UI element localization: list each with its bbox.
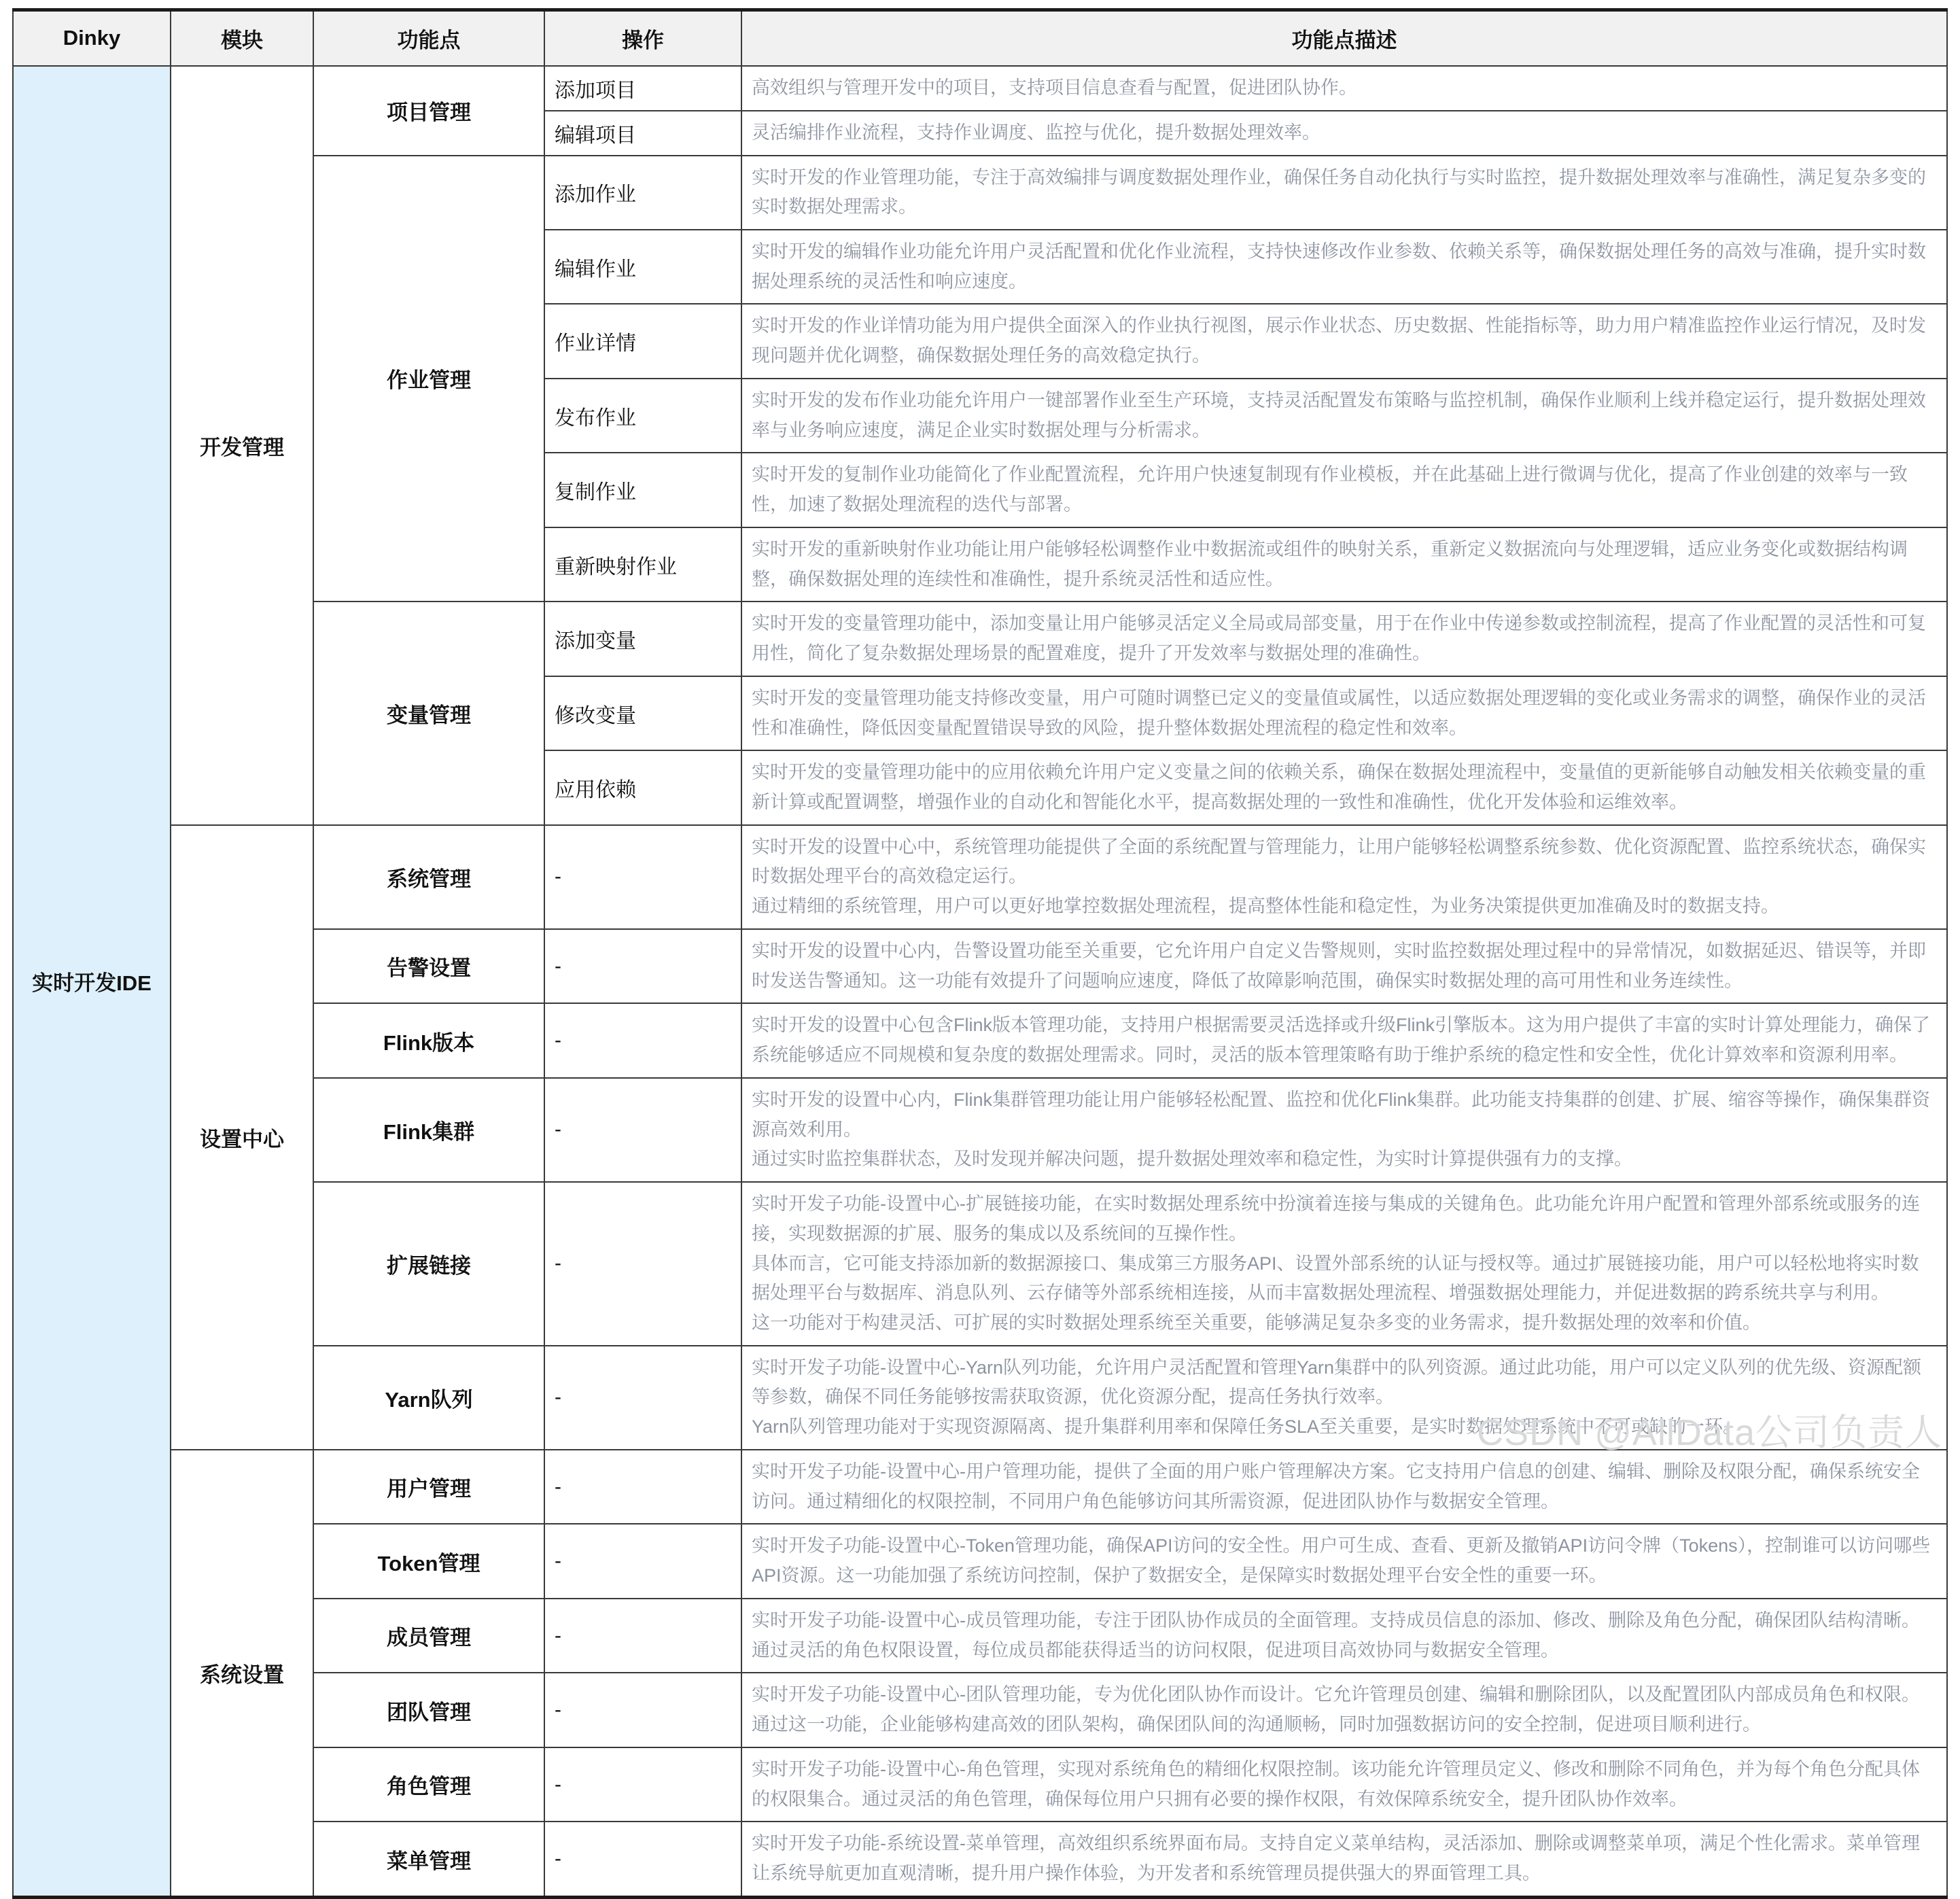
description-paragraph: 高效组织与管理开发中的项目，支持项目信息查看与配置，促进团队协作。 [752, 77, 1357, 98]
description-cell [741, 230, 1947, 304]
function-point-cell: Token管理 [313, 1524, 544, 1598]
description-cell [741, 1673, 1947, 1747]
operation-cell: 复制作业 [544, 453, 741, 527]
function-point-cell: Flink集群 [313, 1078, 544, 1182]
description-cell [741, 750, 1947, 824]
description-paragraph: 实时开发的作业管理功能，专注于高效编排与调度数据处理作业，确保任务自动化执行与实时监控，提升数据处理效率与准确性，满足复杂多变的实时数据处理需求。 [752, 167, 1926, 217]
description-paragraph: 通过实时监控集群状态，及时发现并解决问题，提升数据处理效率和稳定性，为实时计算提供强有力的支撑。 [752, 1149, 1632, 1170]
operation-cell: - [544, 1822, 741, 1897]
function-point-cell: Flink版本 [313, 1003, 544, 1077]
description-paragraph: 灵活编排作业流程，支持作业调度、监控与优化，提升数据处理效率。 [752, 122, 1320, 143]
description-paragraph: 实时开发子功能-设置中心-成员管理功能，专注于团队协作成员的全面管理。支持成员信息的添加、修改、删除及角色分配，确保团队结构清晰。通过灵活的角色权限设置，每位成员都能获得适当的访问权限，促进项目高效协同与数据安全管理。 [752, 1609, 1920, 1660]
description-cell [741, 304, 1947, 378]
header-module: 模块 [171, 10, 313, 66]
operation-cell: - [544, 1524, 741, 1598]
description-cell [741, 156, 1947, 230]
description-cell [741, 929, 1947, 1003]
operation-cell: - [544, 1346, 741, 1450]
description-cell [741, 453, 1947, 527]
operation-cell: - [544, 1182, 741, 1346]
description-paragraph: 实时开发子功能-设置中心-Token管理功能，确保API访问的安全性。用户可生成、查看、更新及撤销API访问令牌（Tokens），控制谁可以访问哪些API资源。这一功能加强了系统访问控制，保护了数据安全，是保障实时数据处理平台安全性的重要一环。 [752, 1535, 1931, 1586]
operation-cell: - [544, 1450, 741, 1524]
description-cell [741, 1346, 1947, 1450]
operation-cell: 重新映射作业 [544, 527, 741, 602]
header-dinky: Dinky [13, 10, 171, 66]
table-body [13, 66, 1947, 1898]
operation-cell: - [544, 1078, 741, 1182]
function-point-cell: 团队管理 [313, 1673, 544, 1747]
table-row [13, 825, 1947, 929]
description-paragraph: 实时开发的变量管理功能支持修改变量，用户可随时调整已定义的变量值或属性，以适应数据处理逻辑的变化或业务需求的调整，确保作业的灵活性和准确性，降低因变量配置错误导致的风险，提升整体数据处理流程的稳定性和效率。 [752, 687, 1926, 738]
function-point-table [12, 8, 1948, 1899]
function-point-cell: 系统管理 [313, 825, 544, 929]
description-cell [741, 1747, 1947, 1822]
csdn-watermark: CSDN @AllData公司负责人 [1477, 1412, 1942, 1453]
description-cell [741, 379, 1947, 453]
description-cell [741, 1450, 1947, 1524]
header-row [13, 10, 1947, 66]
description-paragraph: 通过精细的系统管理，用户可以更好地掌控数据处理流程，提高整体性能和稳定性，为业务决策提供更加准确及时的数据支持。 [752, 896, 1779, 917]
function-point-cell: 扩展链接 [313, 1182, 544, 1346]
description-cell [741, 825, 1947, 929]
description-cell [741, 1078, 1947, 1182]
description-cell [741, 111, 1947, 156]
module-cell-3: 系统设置 [171, 1450, 313, 1897]
description-paragraph: 具体而言，它可能支持添加新的数据源接口、集成第三方服务API、设置外部系统的认证与授权等。通过扩展链接功能，用户可以轻松地将实时数据处理平台与数据库、消息队列、云存储等外部系统相连接，从而丰富数据处理流程、增强数据处理能力，并促进数据的跨系统共享与利用。 [752, 1253, 1919, 1304]
description-paragraph: 实时开发子功能-设置中心-用户管理功能，提供了全面的用户账户管理解决方案。它支持用户信息的创建、编辑、删除及权限分配，确保系统安全访问。通过精细化的权限控制，不同用户角色能够访问其所需资源，促进团队协作与数据安全管理。 [752, 1461, 1920, 1512]
description-cell [741, 1599, 1947, 1673]
header-description: 功能点描述 [741, 10, 1947, 66]
root-label-cell: 实时开发IDE [13, 66, 171, 1898]
description-paragraph: 实时开发子功能-设置中心-团队管理功能，专为优化团队协作而设计。它允许管理员创建、编辑和删除团队，以及配置团队内部成员角色和权限。通过这一功能，企业能够构建高效的团队架构，确保团队间的沟通顺畅，同时加强数据访问的安全控制，促进项目顺利进行。 [752, 1684, 1920, 1735]
module-cell-2: 设置中心 [171, 825, 313, 1450]
description-paragraph: 实时开发的发布作业功能允许用户一键部署作业至生产环境，支持灵活配置发布策略与监控机制，确保作业顺利上线并稳定运行，提升数据处理效率与业务响应速度，满足企业实时数据处理与分析需求。 [752, 389, 1926, 440]
description-cell [741, 1182, 1947, 1346]
header-function-point: 功能点 [313, 10, 544, 66]
description-paragraph: 实时开发的变量管理功能中的应用依赖允许用户定义变量之间的依赖关系，确保在数据处理流程中，变量值的更新能够自动触发相关依赖变量的重新计算或配置调整，增强作业的自动化和智能化水平，提高数据处理的一致性和准确性，优化开发体验和运维效率。 [752, 762, 1926, 812]
description-cell [741, 1822, 1947, 1897]
function-point-cell: Yarn队列 [313, 1346, 544, 1450]
description-paragraph: 实时开发的设置中心内，Flink集群管理功能让用户能够轻松配置、监控和优化Flink集群。此功能支持集群的创建、扩展、缩容等操作，确保集群资源高效利用。 [752, 1089, 1931, 1140]
description-paragraph: 实时开发的设置中心内，告警设置功能至关重要，它允许用户自定义告警规则，实时监控数据处理过程中的异常情况，如数据延迟、错误等，并即时发送告警通知。这一功能有效提升了问题响应速度，降低了故障影响范围，确保实时数据处理的高可用性和业务连续性。 [752, 940, 1926, 991]
description-paragraph: Yarn队列管理功能对于实现资源隔离、提升集群利用率和保障任务SLA至关重要，是实时数据处理系统中不可或缺的一环。 [752, 1416, 1742, 1438]
description-cell [741, 676, 1947, 750]
function-point-cell: 告警设置 [313, 929, 544, 1003]
table-header [13, 10, 1947, 66]
description-paragraph: 实时开发的设置中心中，系统管理功能提供了全面的系统配置与管理能力，让用户能够轻松调整系统参数、优化资源配置、监控系统状态，确保实时数据处理平台的高效稳定运行。 [752, 836, 1926, 887]
description-cell [741, 1524, 1947, 1598]
operation-cell: 修改变量 [544, 676, 741, 750]
header-operation: 操作 [544, 10, 741, 66]
module-cell-1: 开发管理 [171, 66, 313, 825]
operation-cell: - [544, 1747, 741, 1822]
description-paragraph: 实时开发的编辑作业功能允许用户灵活配置和优化作业流程，支持快速修改作业参数、依赖关系等，确保数据处理任务的高效与准确，提升实时数据处理系统的灵活性和响应速度。 [752, 241, 1926, 292]
description-paragraph: 实时开发子功能-系统设置-菜单管理，高效组织系统界面布局。支持自定义菜单结构，灵活添加、删除或调整菜单项，满足个性化需求。菜单管理让系统导航更加直观清晰，提升用户操作体验，为开发者和系统管理员提供强大的界面管理工具。 [752, 1833, 1920, 1884]
description-cell [741, 66, 1947, 111]
operation-cell: - [544, 929, 741, 1003]
description-paragraph: 实时开发子功能-设置中心-扩展链接功能，在实时数据处理系统中扮演着连接与集成的关键角色。此功能允许用户配置和管理外部系统或服务的连接，实现数据源的扩展、服务的集成以及系统间的互操作性。 [752, 1194, 1920, 1244]
function-point-cell: 变量管理 [313, 602, 544, 824]
operation-cell: 发布作业 [544, 379, 741, 453]
operation-cell: 应用依赖 [544, 750, 741, 824]
table-row [13, 1450, 1947, 1524]
operation-cell: - [544, 1673, 741, 1747]
operation-cell: 编辑作业 [544, 230, 741, 304]
function-point-cell: 项目管理 [313, 66, 544, 156]
description-paragraph: 实时开发子功能-设置中心-角色管理，实现对系统角色的精细化权限控制。该功能允许管理员定义、修改和删除不同角色，并为每个角色分配具体的权限集合。通过灵活的角色管理，确保每位用户只拥有必要的操作权限，有效保障系统安全，提升团队协作效率。 [752, 1758, 1920, 1809]
function-point-cell: 菜单管理 [313, 1822, 544, 1897]
operation-cell: 作业详情 [544, 304, 741, 378]
function-spec-sheet [12, 8, 1946, 1899]
description-cell [741, 602, 1947, 676]
description-paragraph: 这一功能对于构建灵活、可扩展的实时数据处理系统至关重要，能够满足复杂多变的业务需求，提升数据处理的效率和价值。 [752, 1312, 1761, 1333]
description-paragraph: 实时开发的变量管理功能中，添加变量让用户能够灵活定义全局或局部变量，用于在作业中传递参数或控制流程，提高了作业配置的灵活性和可复用性，简化了复杂数据处理场景的配置难度，提升了开发效率与数据处理的准确性。 [752, 613, 1926, 664]
operation-cell: - [544, 825, 741, 929]
function-point-cell: 作业管理 [313, 156, 544, 602]
operation-cell: 添加作业 [544, 156, 741, 230]
description-paragraph: 实时开发的设置中心包含Flink版本管理功能，支持用户根据需要灵活选择或升级Flink引擎版本。这为用户提供了丰富的实时计算处理能力，确保了系统能够适应不同规模和复杂度的数据处理需求。同时，灵活的版本管理策略有助于维护系统的稳定性和安全性，优化计算效率和资源利用率。 [752, 1015, 1931, 1066]
description-paragraph: 实时开发的重新映射作业功能让用户能够轻松调整作业中数据流或组件的映射关系，重新定义数据流向与处理逻辑，适应业务变化或数据结构调整，确保数据处理的连续性和准确性，提升系统灵活性和适应性。 [752, 538, 1908, 589]
function-point-cell: 用户管理 [313, 1450, 544, 1524]
operation-cell: - [544, 1003, 741, 1077]
operation-cell: 添加变量 [544, 602, 741, 676]
description-paragraph: 实时开发的作业详情功能为用户提供全面深入的作业执行视图，展示作业状态、历史数据、性能指标等，助力用户精准监控作业运行情况，及时发现问题并优化调整，确保数据处理任务的高效稳定执行。 [752, 315, 1926, 366]
description-cell [741, 1003, 1947, 1077]
operation-cell: 添加项目 [544, 66, 741, 111]
operation-cell: - [544, 1599, 741, 1673]
description-cell [741, 527, 1947, 602]
description-paragraph: 实时开发子功能-设置中心-Yarn队列功能，允许用户灵活配置和管理Yarn集群中的队列资源。通过此功能，用户可以定义队列的优先级、资源配额等参数，确保不同任务能够按需获取资源，优化资源分配，提高任务执行效率。 [752, 1357, 1922, 1408]
description-paragraph: 实时开发的复制作业功能简化了作业配置流程，允许用户快速复制现有作业模板，并在此基础上进行微调与优化，提高了作业创建的效率与一致性，加速了数据处理流程的迭代与部署。 [752, 464, 1908, 515]
table-row [13, 66, 1947, 111]
function-point-cell: 角色管理 [313, 1747, 544, 1822]
function-point-cell: 成员管理 [313, 1599, 544, 1673]
operation-cell: 编辑项目 [544, 111, 741, 156]
